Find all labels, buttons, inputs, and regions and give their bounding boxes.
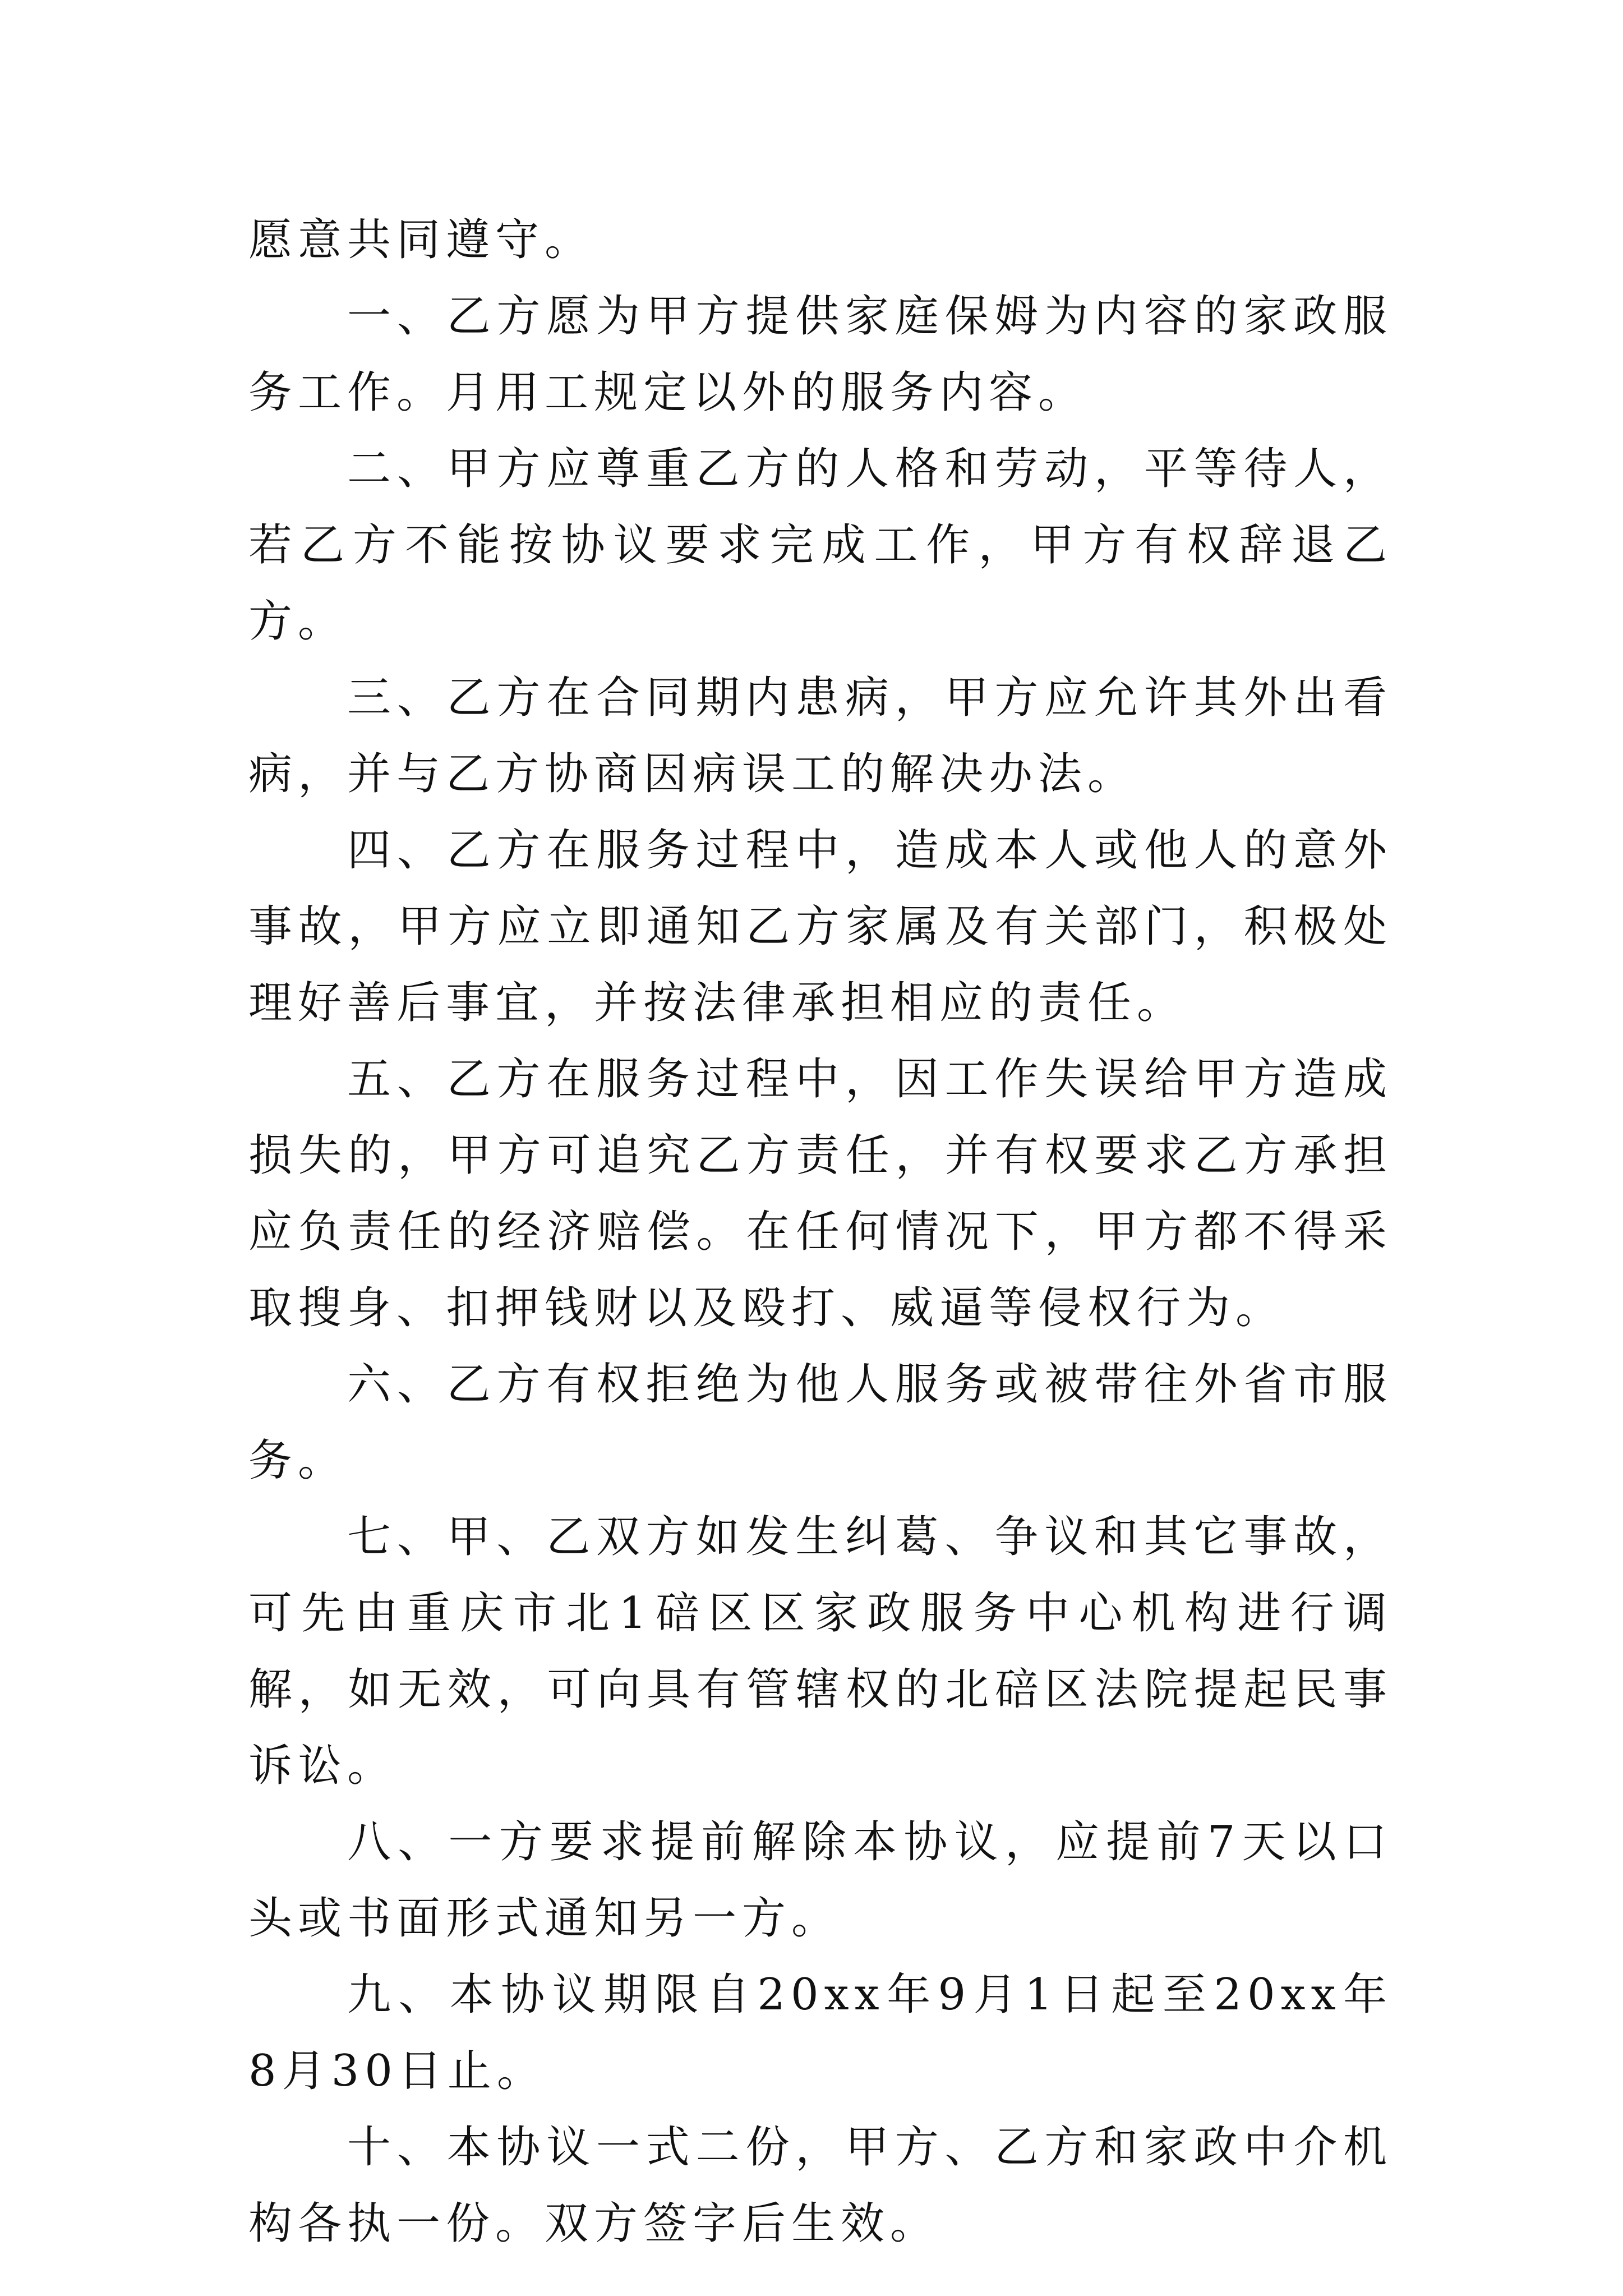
clause-10: 十、本协议一式二份，甲方、乙方和家政中介机构各执一份。双方签字后生效。 — [248, 2122, 1393, 2249]
clause-3: 三、乙方在合同期内患病，甲方应允许其外出看病，并与乙方协商因病误工的解决办法。 — [248, 673, 1393, 799]
clause-7: 七、甲、乙双方如发生纠葛、争议和其它事故，可先由重庆市北1碚区区家政服务中心机构进行调解，如无效，可向具有管辖权的北碚区法院提起民事诉讼。 — [248, 1512, 1393, 1791]
clause-9: 九、本协议期限自20xx年9月1日起至20xx年8月30日止。 — [248, 1970, 1393, 2096]
clause-2: 二、甲方应尊重乙方的人格和劳动，平等待人，若乙方不能按协议要求完成工作，甲方有权辞退乙方。 — [248, 444, 1393, 647]
clause-8: 八、一方要求提前解除本协议，应提前7天以口头或书面形式通知另一方。 — [248, 1817, 1393, 1944]
clause-1: 一、乙方愿为甲方提供家庭保姆为内容的家政服务工作。月用工规定以外的服务内容。 — [248, 291, 1393, 418]
clause-4: 四、乙方在服务过程中，造成本人或他人的意外事故，甲方应立即通知乙方家属及有关部门，积极处理好善后事宜，并按法律承担相应的责任。 — [248, 825, 1393, 1028]
paragraph-continuation: 愿意共同遵守。 — [248, 215, 594, 265]
document-body — [248, 202, 1393, 2262]
clause-5: 五、乙方在服务过程中，因工作失误给甲方造成损失的，甲方可追究乙方责任，并有权要求乙方承担应负责任的经济赔偿。在任何情况下，甲方都不得采取搜身、扣押钱财以及殴打、威逼等侵权行为。 — [248, 1054, 1393, 1333]
clause-6: 六、乙方有权拒绝为他人服务或被带往外省市服务。 — [248, 1359, 1393, 1486]
